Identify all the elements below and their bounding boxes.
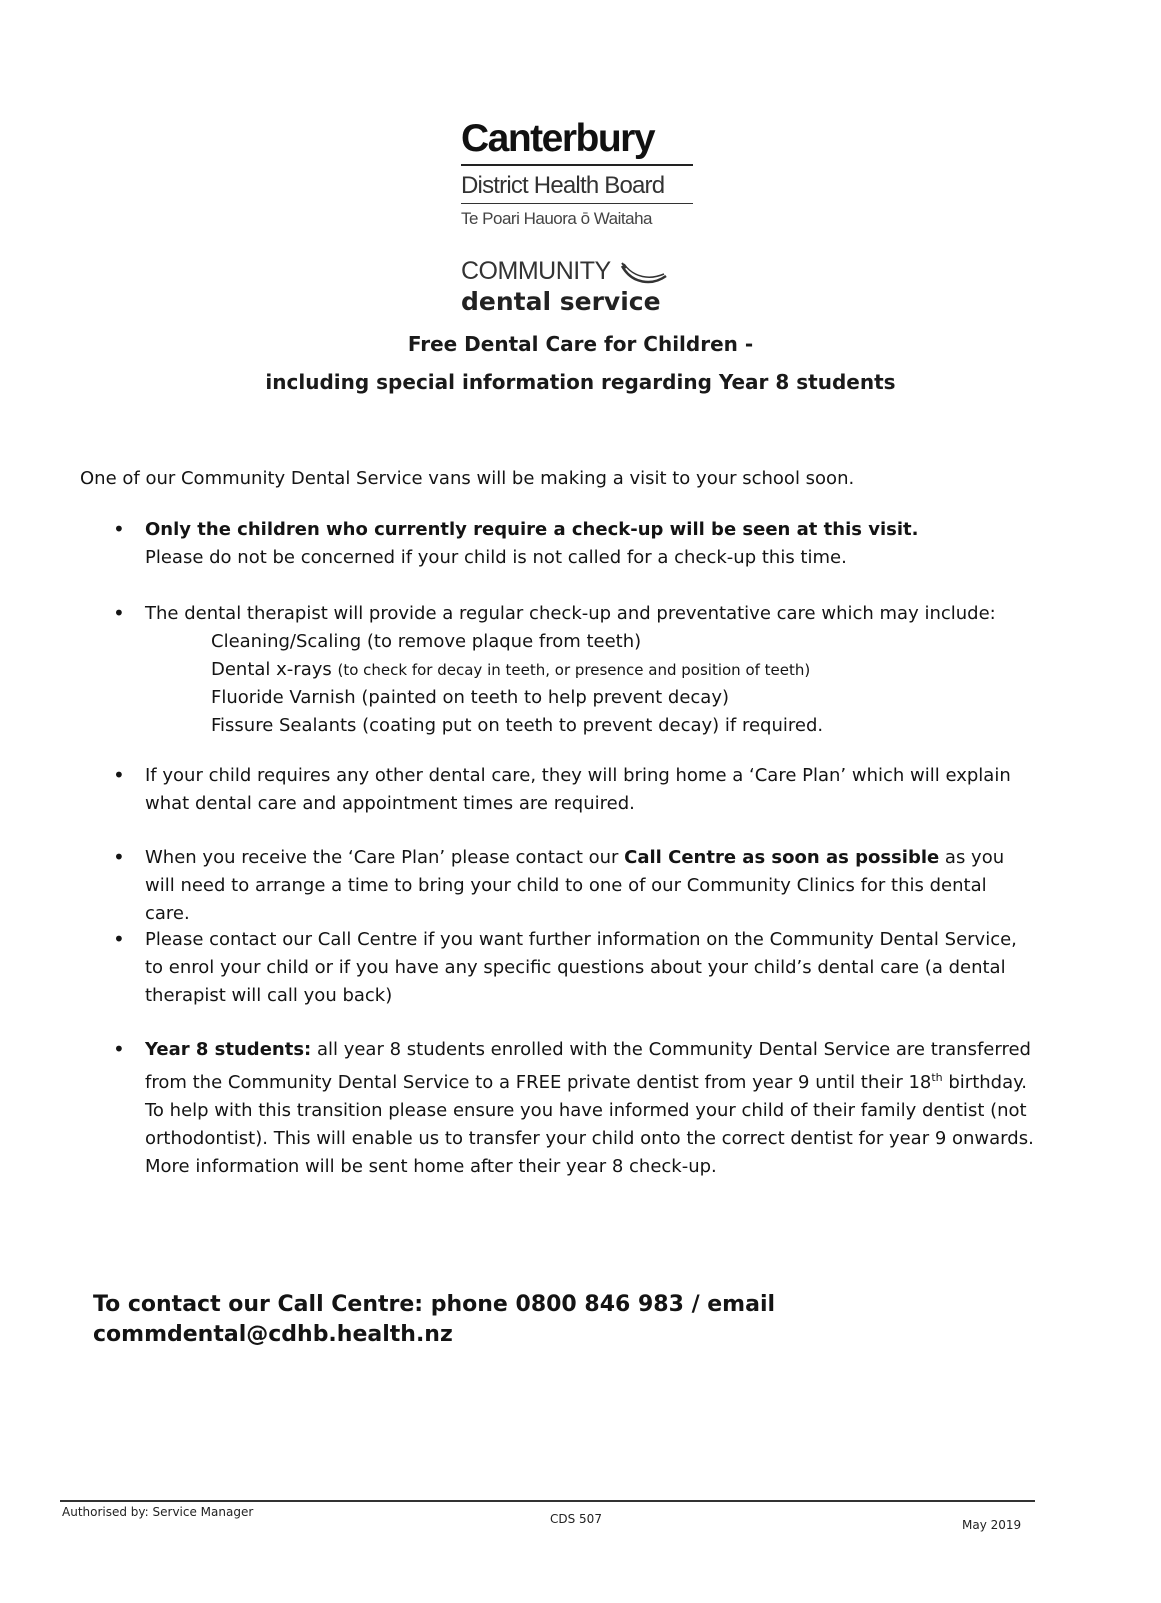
cds-logo-line1: COMMUNITY — [461, 257, 611, 285]
care-item-note: (to check for decay in teeth, or presence and position of teeth) — [337, 661, 811, 679]
care-item — [145, 712, 1045, 740]
logo-maori-text: Te Poari Hauora ō Waitaha — [461, 209, 652, 228]
bullet-bold-text: Call Centre as soon as possible — [624, 847, 940, 868]
bullet-marker: • — [113, 1037, 125, 1061]
smile-icon — [620, 262, 668, 288]
call-centre-contact: To contact our Call Centre: phone 0800 846 983 / email commdental@cdhb.health.nz — [93, 1292, 776, 1347]
bullet-marker: • — [113, 845, 125, 869]
bullet-marker: • — [113, 927, 125, 951]
logo-divider — [461, 164, 693, 166]
logo-main-text: Canterbury — [461, 117, 655, 160]
logo-divider-2 — [461, 203, 693, 204]
bullet-preventative-care — [145, 600, 1045, 740]
bullet-text: all year 8 students enrolled with the Community Dental Service are transferred from the Community Dental Service to a FREE private dentist from year 9 until their 18 — [145, 1039, 1031, 1093]
intro-paragraph: One of our Community Dental Service vans will be making a visit to your school soon. — [80, 468, 855, 489]
bullet-marker: • — [113, 601, 125, 625]
bullet-care-plan: If your child requires any other dental care, they will bring home a ‘Care Plan’ which will explain what dental care and appointment times are required. — [145, 765, 1011, 814]
care-item-text: Dental x-rays — [211, 659, 338, 680]
footer-divider — [60, 1500, 1035, 1502]
care-item-text: Fluoride Varnish (painted on teeth to help prevent decay) — [211, 687, 729, 708]
bullet-text: The dental therapist will provide a regular check-up and preventative care which may include: — [145, 603, 996, 624]
cds-logo-line2: dental service — [461, 286, 661, 316]
care-item — [145, 656, 1045, 684]
footer-authorised: Authorised by: Service Manager — [62, 1505, 254, 1519]
care-item-text: Cleaning/Scaling (to remove plaque from teeth) — [211, 631, 642, 652]
bullet-bold-text: Year 8 students: — [145, 1039, 312, 1060]
care-item — [145, 628, 1045, 656]
bullet-text: as you will need to arrange a time to bring your child to one of our Community Clinics for this dental care. — [145, 847, 1005, 924]
page-title-line1: Free Dental Care for Children - — [407, 332, 754, 356]
bullet-year-8-students — [145, 1036, 1035, 1181]
bullet-text: When you receive the ‘Care Plan’ please contact our — [145, 847, 625, 868]
bullet-contact-call-centre — [145, 844, 1015, 928]
logo-sub-text: District Health Board — [461, 172, 665, 199]
cdhb-logo — [461, 118, 701, 229]
bullet-bold-text: Only the children who currently require a check-up will be seen at this visit. — [145, 519, 919, 540]
bullet-text: Please do not be concerned if your child is not called for a check-up this time. — [145, 547, 847, 568]
bullet-check-up-visit — [145, 516, 1045, 572]
page-title-line2: including special information regarding Year 8 students — [265, 370, 896, 394]
care-item — [145, 684, 1045, 712]
bullet-text: birthday. To help with this transition please ensure you have informed your child of their family dentist (not orthodontist). This will enable us to transfer your child onto the correct dentist for year 9 onwards. More information will be sent home after their year 8 check-up. — [145, 1072, 1034, 1177]
community-dental-logo — [461, 258, 701, 316]
superscript-th: th — [931, 1071, 943, 1084]
care-item-text: Fissure Sealants (coating put on teeth to prevent decay) if required. — [211, 715, 824, 736]
bullet-marker: • — [113, 763, 125, 787]
footer-document-code: CDS 507 — [550, 1512, 602, 1526]
footer-date: May 2019 — [962, 1518, 1022, 1532]
bullet-marker: • — [113, 517, 125, 541]
bullet-further-information: Please contact our Call Centre if you want further information on the Community Dental Service, to enrol your child or if you have any specific questions about your child’s dental care (a dental therapist will call you back) — [145, 929, 1017, 1006]
